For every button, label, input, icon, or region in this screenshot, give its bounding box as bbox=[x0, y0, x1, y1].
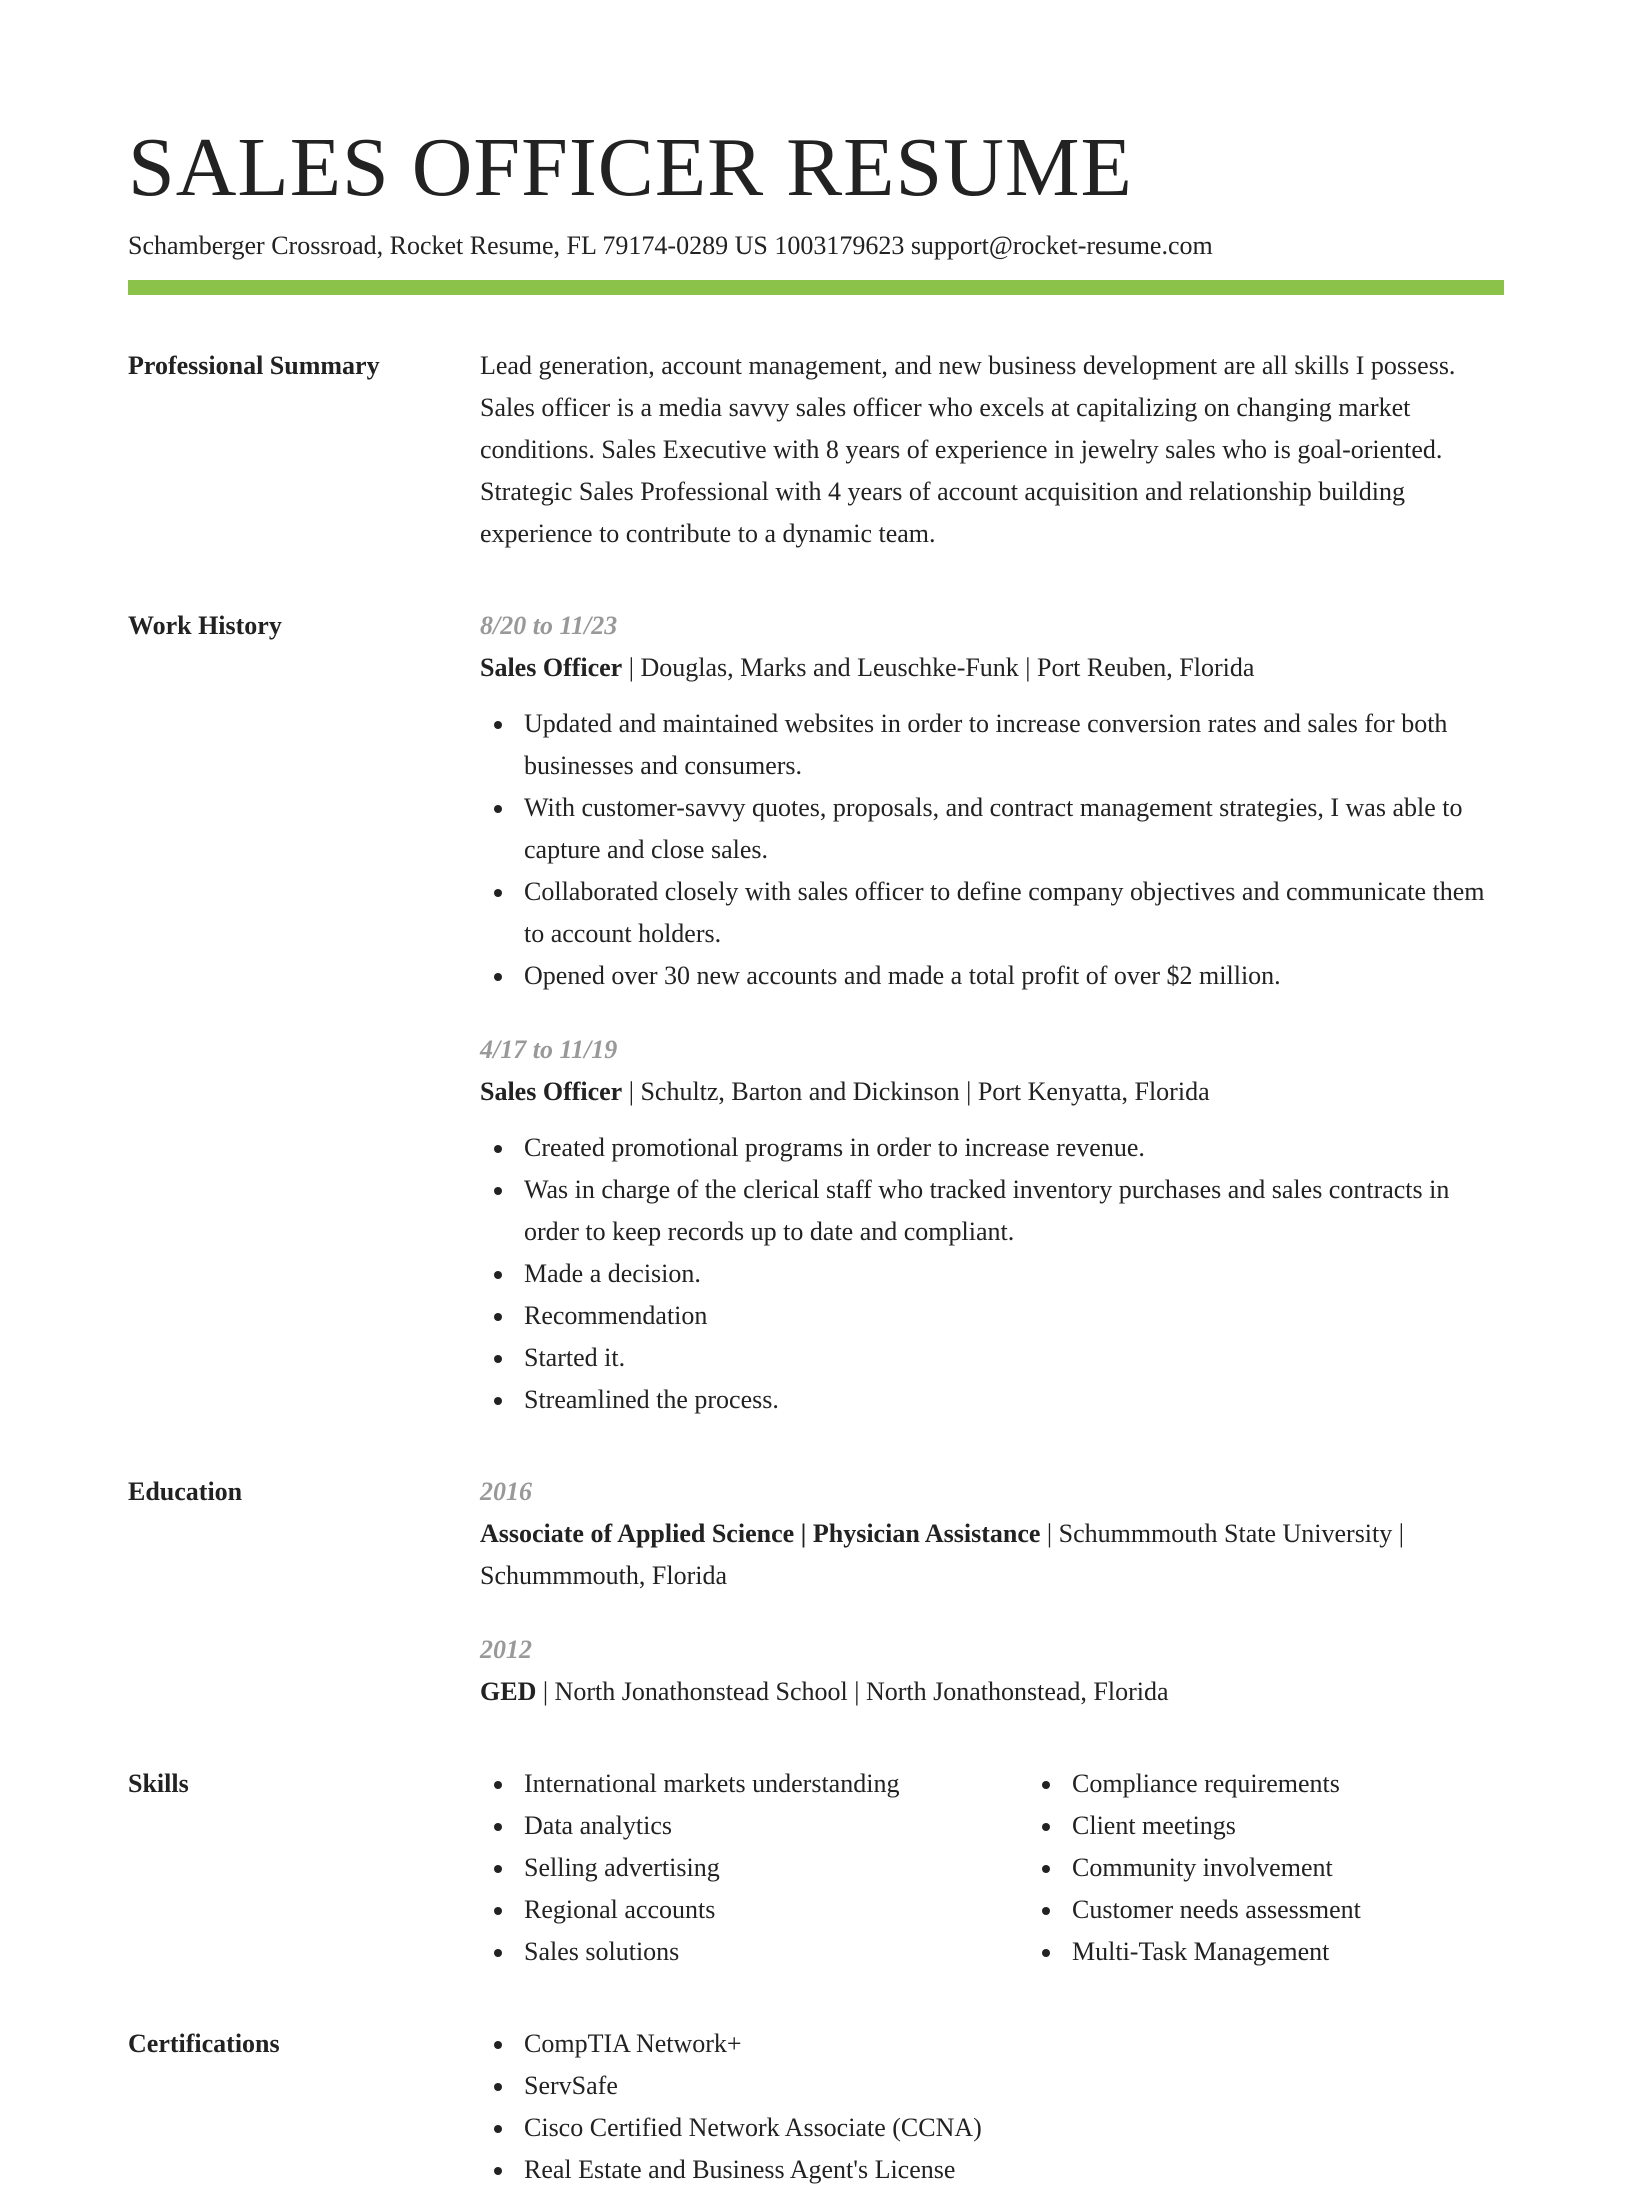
list-item: ServSafe bbox=[524, 2065, 1504, 2107]
list-item: Compliance requirements bbox=[1072, 1763, 1472, 1805]
list-item: Recommendation bbox=[524, 1295, 1504, 1337]
job-entry bbox=[480, 1029, 1504, 1421]
list-item: With customer-savvy quotes, proposals, and contract management strategies, I was able to capture and close sales. bbox=[524, 787, 1504, 871]
summary-section bbox=[128, 345, 1504, 555]
section-label-certifications: Certifications bbox=[128, 2029, 280, 2058]
list-item: Streamlined the process. bbox=[524, 1379, 1504, 1421]
job-dates: 4/17 to 11/19 bbox=[480, 1035, 618, 1064]
education-entry bbox=[480, 1471, 1504, 1597]
certifications-body bbox=[480, 2023, 1504, 2191]
skills-body bbox=[480, 1763, 1504, 1973]
list-item: Created promotional programs in order to increase revenue. bbox=[524, 1127, 1504, 1169]
job-details: | Douglas, Marks and Leuschke-Funk | Port Reuben, Florida bbox=[622, 653, 1255, 682]
resume-page bbox=[128, 118, 1504, 2191]
job-dates: 8/20 to 11/23 bbox=[480, 611, 618, 640]
section-label-education: Education bbox=[128, 1477, 243, 1506]
certifications-section bbox=[128, 2023, 1504, 2191]
education-heading bbox=[480, 1513, 1504, 1597]
list-item: Real Estate and Business Agent's License bbox=[524, 2149, 1504, 2191]
job-title: Sales Officer bbox=[480, 1077, 623, 1106]
list-item: Data analytics bbox=[524, 1805, 1028, 1847]
section-label-work-history: Work History bbox=[128, 611, 282, 640]
job-bullets bbox=[480, 1127, 1504, 1421]
contact-email: support@rocket-resume.com bbox=[910, 231, 1213, 260]
job-details: | Schultz, Barton and Dickinson | Port Kenyatta, Florida bbox=[622, 1077, 1210, 1106]
resume-title: SALES OFFICER RESUME bbox=[128, 121, 1133, 214]
section-label-skills: Skills bbox=[128, 1769, 189, 1798]
summary-text: Lead generation, account management, and new business development are all skills I possess. Sales officer is a media savvy sales officer who excels at capitalizing on changing market conditions. Sales Executive with 8 years of experience in jewelry sales who is goal-oriented. Strategic Sales Professional with 4 years of account acquisition and relationship building experience to contribute to a dynamic team. bbox=[480, 351, 1456, 548]
education-body bbox=[480, 1471, 1504, 1713]
job-entry bbox=[480, 605, 1504, 997]
job-title: Sales Officer bbox=[480, 653, 623, 682]
list-item: Community involvement bbox=[1072, 1847, 1472, 1889]
list-item: Cisco Certified Network Associate (CCNA) bbox=[524, 2107, 1504, 2149]
skills-section bbox=[128, 1763, 1504, 1973]
education-details: | Schummmouth State University | Schummmouth, Florida bbox=[480, 1519, 1404, 1590]
list-item: Made a decision. bbox=[524, 1253, 1504, 1295]
list-item: Opened over 30 new accounts and made a total profit of over $2 million. bbox=[524, 955, 1504, 997]
list-item: CompTIA Network+ bbox=[524, 2023, 1504, 2065]
job-heading bbox=[480, 647, 1504, 689]
list-item: Started it. bbox=[524, 1337, 1504, 1379]
list-item: Selling advertising bbox=[524, 1847, 1028, 1889]
contact-address: Schamberger Crossroad, Rocket Resume, FL 79174-0289 US bbox=[128, 231, 768, 260]
education-details: | North Jonathonstead School | North Jonathonstead, Florida bbox=[536, 1677, 1169, 1706]
list-item: Collaborated closely with sales officer to define company objectives and communicate them to account holders. bbox=[524, 871, 1504, 955]
job-bullets bbox=[480, 703, 1504, 997]
education-year: 2016 bbox=[480, 1477, 532, 1506]
job-heading bbox=[480, 1071, 1504, 1113]
skills-column-1 bbox=[480, 1763, 1028, 1973]
list-item: Sales solutions bbox=[524, 1931, 1028, 1973]
list-item: Updated and maintained websites in order to increase conversion rates and sales for both businesses and consumers. bbox=[524, 703, 1504, 787]
work-history-section bbox=[128, 605, 1504, 1421]
certifications-list bbox=[480, 2023, 1504, 2191]
list-item: International markets understanding bbox=[524, 1763, 1028, 1805]
education-degree: Associate of Applied Science | Physician Assistance bbox=[480, 1519, 1041, 1548]
list-item: Was in charge of the clerical staff who tracked inventory purchases and sales contracts in order to keep records up to date and compliant. bbox=[524, 1169, 1504, 1253]
list-item: Client meetings bbox=[1072, 1805, 1472, 1847]
section-label-summary: Professional Summary bbox=[128, 351, 380, 380]
education-section bbox=[128, 1471, 1504, 1713]
education-entry bbox=[480, 1629, 1504, 1713]
accent-divider bbox=[128, 280, 1504, 295]
list-item: Customer needs assessment bbox=[1072, 1889, 1472, 1931]
work-history-body bbox=[480, 605, 1504, 1421]
skills-column-2 bbox=[1028, 1763, 1472, 1973]
list-item: Multi-Task Management bbox=[1072, 1931, 1472, 1973]
contact-line bbox=[128, 228, 1504, 264]
education-degree: GED bbox=[480, 1677, 537, 1706]
contact-phone: 1003179623 bbox=[774, 231, 905, 260]
education-year: 2012 bbox=[480, 1635, 532, 1664]
education-heading bbox=[480, 1671, 1504, 1713]
list-item: Regional accounts bbox=[524, 1889, 1028, 1931]
